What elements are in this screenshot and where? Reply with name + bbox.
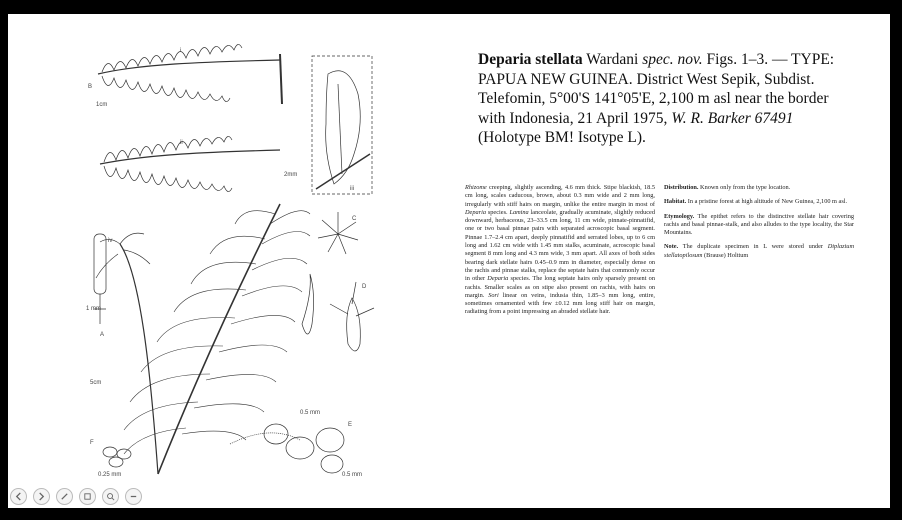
description-column: Rhizome creeping, slightly ascending, 4.6 mm thick. Stipe blackish, 18.5 cm long, scales caducous, brown, about 0.3 mm wide and 2 mm long, irregularly with stiff hairs on margin, unlike the entire margin in most of Deparia species. Lamina lanceolate, gradually acuminate, slightly reduced downward, herbaceous, 23–33.5 cm long, 11 cm wide, pinnate-pinnatifid, one or two basal pinnae pairs with separated acroscopic basal segment. Pinnae 1.7–2.4 cm apart, deeply pinnatifid and serrated lobes, up to 6 cm long and 1.62 cm wide with 1.45 mm stalks, acuminate, acroscopic basal segment 8 mm long and 4.3 mm wide, 3 mm apart. All axes of both sides bearing dark stellate hairs 0.45–0.9 mm in diameter, especially dense on the rachis and pinnae stalks, replace the septate hairs that commonly occur in other Deparia species. The long septate hairs only sparsely present on rachis. Smaller scales as on stipe also present on rachis, with hairs on margin. Sori linear on veins, indusia thin, 1.85–3 mm long, entire, sometimes ornamented with few ±0.12 mm long stiff hair on margin, radiating from a point impressing an abraded stellate hair. (465, 184, 656, 316)
label-iii: iii (350, 186, 354, 192)
type-locality: Figs. 1–3. — TYPE: PAPUA NEW GUINEA. District West Sepik, Subdist. Telefomin, 5°00'S 141°05'E, 2,100 m asl near the border with Indonesia, 21 April 1975, (478, 51, 835, 127)
label-i: i (180, 48, 182, 54)
label-d: D (362, 284, 367, 290)
label-e: E (348, 422, 353, 428)
scale-f: 0.25 mm (98, 472, 122, 478)
habitat-paragraph: Habitat. In a pristine forest at high altitude of New Guinea, 2,100 m asl. (664, 198, 848, 206)
next-icon[interactable] (33, 488, 50, 505)
note-paragraph: Note. The duplicate specimen in L were stored under Diplazium stellatopilosum (Brause) Holttum (664, 243, 854, 259)
scale-d: 0.5 mm (300, 410, 321, 416)
holotype: (Holotype BM! Isotype L). (478, 129, 646, 146)
more-icon[interactable] (125, 488, 142, 505)
label-iv: iv (108, 238, 113, 244)
species-name: Deparia stellata (478, 51, 583, 68)
label-a: A (100, 332, 105, 338)
label-c: C (352, 216, 357, 222)
collector: W. R. Barker 67491 (671, 109, 794, 127)
notes-column (664, 184, 854, 266)
spec-nov: spec. nov. (642, 51, 703, 68)
pen-icon[interactable] (56, 488, 73, 505)
slide-page (8, 14, 890, 508)
label-b: B (88, 84, 93, 90)
label-ii: ii (180, 140, 183, 146)
scale-ii: 2mm (284, 172, 298, 178)
scale-e: 0.5 mm (342, 472, 363, 478)
previous-icon[interactable] (10, 488, 27, 505)
species-author: Wardani (582, 51, 643, 68)
label-f: F (90, 440, 94, 446)
menu-icon[interactable] (79, 488, 96, 505)
zoom-icon[interactable] (102, 488, 119, 505)
distribution-paragraph: Distribution. Known only from the type location. (664, 184, 791, 191)
slideshow-toolbar (10, 488, 142, 508)
scale-a: 5cm (90, 380, 102, 386)
species-title (478, 50, 838, 148)
botanical-illustration (80, 44, 380, 484)
scale-iv: 1 mm (86, 306, 101, 312)
etymology-paragraph: Etymology. The epithet refers to the distinctive stellate hair covering rachis and basal pinnae-stalk, and also alludes to the type locality, the Star Mountains. (664, 212, 854, 237)
scale-b: 1cm (96, 102, 108, 108)
